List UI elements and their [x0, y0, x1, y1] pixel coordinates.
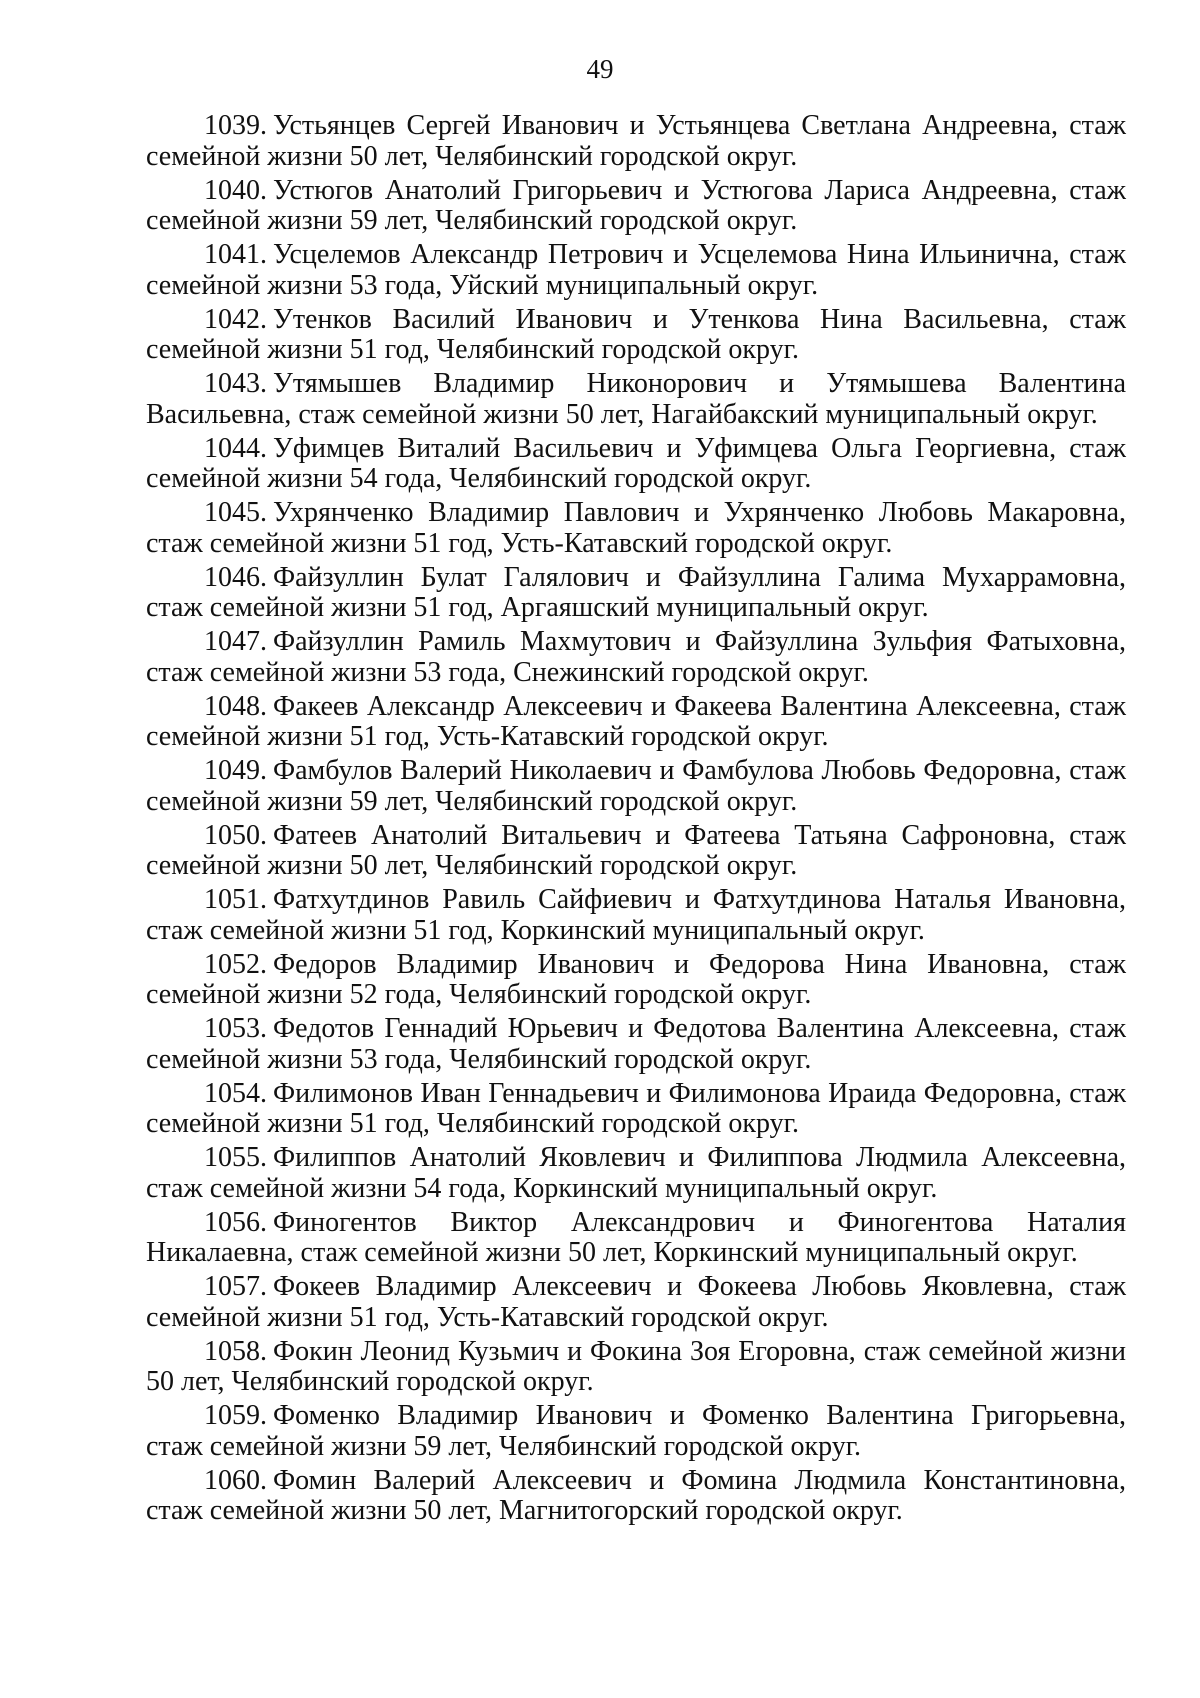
entry-number: 1050.	[204, 819, 267, 851]
entry-number: 1046.	[204, 561, 267, 593]
list-item	[146, 1014, 1126, 1075]
entry-text: Финогентов Виктор Александрович и Финогентова Наталия Никалаевна, стаж семейной жизни 50 лет, Коркинский муниципальный округ.	[146, 1206, 1126, 1268]
entry-text: Устьянцев Сергей Иванович и Устьянцева Светлана Андреевна, стаж семейной жизни 50 лет, Челябинский городской округ.	[146, 110, 1126, 172]
entry-text: Федотов Геннадий Юрьевич и Федотова Валентина Алексеевна, стаж семейной жизни 53 года, Челябинский городской округ.	[146, 1013, 1126, 1075]
list-item	[146, 434, 1126, 495]
entry-text: Фамбулов Валерий Николаевич и Фамбулова Любовь Федоровна, стаж семейной жизни 59 лет, Челябинский городской округ.	[146, 755, 1126, 817]
list-item	[146, 111, 1126, 172]
entry-text: Филимонов Иван Геннадьевич и Филимонова Ираида Федоровна, стаж семейной жизни 51 год, Челябинский городской округ.	[146, 1077, 1126, 1139]
list-item	[146, 498, 1126, 559]
entry-number: 1060.	[204, 1464, 267, 1496]
list-item	[146, 1143, 1126, 1204]
entry-number: 1041.	[204, 239, 267, 270]
entry-number: 1056.	[204, 1206, 267, 1238]
entry-number: 1055.	[204, 1142, 267, 1173]
list-item	[146, 369, 1126, 430]
list-item	[146, 1272, 1126, 1333]
list-item	[146, 240, 1126, 301]
page-number: 49	[586, 54, 614, 84]
entry-text: Филиппов Анатолий Яковлевич и Филиппова Людмила Алексеевна, стаж семейной жизни 54 года, Коркинский муниципальный округ.	[146, 1142, 1126, 1204]
entry-text: Утенков Василий Иванович и Утенкова Нина Васильевна, стаж семейной жизни 51 год, Челябинский городской округ.	[146, 303, 1126, 365]
entry-text: Фатеев Анатолий Витальевич и Фатеева Татьяна Сафроновна, стаж семейной жизни 50 лет, Челябинский городской округ.	[146, 819, 1126, 881]
list-item	[146, 1401, 1126, 1462]
entry-number: 1039.	[204, 110, 267, 141]
entry-number: 1040.	[204, 174, 267, 206]
entry-number: 1047.	[204, 626, 267, 657]
entry-text: Утямышев Владимир Никонорович и Утямышева Валентина Васильевна, стаж семейной жизни 50 лет, Нагайбакский муниципальный округ.	[146, 368, 1126, 430]
entry-text: Устюгов Анатолий Григорьевич и Устюгова Лариса Андреевна, стаж семейной жизни 59 лет, Челябинский городской округ.	[146, 174, 1126, 236]
entry-text: Фокин Леонид Кузьмич и Фокина Зоя Егоровна, стаж семейной жизни 50 лет, Челябинский городской округ.	[146, 1335, 1126, 1397]
entry-text: Федоров Владимир Иванович и Федорова Нина Ивановна, стаж семейной жизни 52 года, Челябинский городской округ.	[146, 948, 1126, 1010]
entry-text: Уфимцев Виталий Васильевич и Уфимцева Ольга Георгиевна, стаж семейной жизни 54 года, Челябинский городской округ.	[146, 432, 1126, 494]
list-item	[146, 627, 1126, 688]
list-item	[146, 950, 1126, 1011]
entry-text: Фоменко Владимир Иванович и Фоменко Валентина Григорьевна, стаж семейной жизни 59 лет, Челябинский городской округ.	[146, 1400, 1126, 1462]
entry-number: 1048.	[204, 690, 267, 722]
entry-number: 1057.	[204, 1271, 267, 1302]
entry-number: 1058.	[204, 1335, 267, 1367]
list-item	[146, 1466, 1126, 1527]
list-item	[146, 821, 1126, 882]
entry-list	[146, 111, 1126, 1530]
entry-number: 1052.	[204, 948, 267, 980]
list-item	[146, 563, 1126, 624]
list-item	[146, 176, 1126, 237]
list-item	[146, 305, 1126, 366]
entry-number: 1042.	[204, 303, 267, 335]
entry-number: 1059.	[204, 1400, 267, 1431]
list-item	[146, 1079, 1126, 1140]
entry-text: Фатхутдинов Равиль Сайфиевич и Фатхутдинова Наталья Ивановна, стаж семейной жизни 51 год, Коркинский муниципальный округ.	[146, 884, 1126, 946]
entry-text: Фокеев Владимир Алексеевич и Фокеева Любовь Яковлевна, стаж семейной жизни 51 год, Усть-Катавский городской округ.	[146, 1271, 1126, 1333]
list-item	[146, 1337, 1126, 1398]
entry-number: 1049.	[204, 755, 267, 786]
entry-number: 1054.	[204, 1077, 267, 1109]
entry-text: Усцелемов Александр Петрович и Усцелемова Нина Ильинична, стаж семейной жизни 53 года, Уйский муниципальный округ.	[146, 239, 1126, 301]
entry-number: 1044.	[204, 432, 267, 464]
list-item	[146, 692, 1126, 753]
list-item	[146, 885, 1126, 946]
entry-text: Фомин Валерий Алексеевич и Фомина Людмила Константиновна, стаж семейной жизни 50 лет, Магнитогорский городской округ.	[146, 1464, 1126, 1526]
entry-number: 1051.	[204, 884, 267, 915]
entry-text: Файзуллин Рамиль Махмутович и Файзуллина Зульфия Фатыховна, стаж семейной жизни 53 года, Снежинский городской округ.	[146, 626, 1126, 688]
entry-text: Файзуллин Булат Галялович и Файзуллина Галима Мухаррамовна, стаж семейной жизни 51 год, Аргаяшский муниципальный округ.	[146, 561, 1126, 623]
list-item	[146, 1208, 1126, 1269]
entry-number: 1053.	[204, 1013, 267, 1044]
list-item	[146, 756, 1126, 817]
entry-text: Факеев Александр Алексеевич и Факеева Валентина Алексеевна, стаж семейной жизни 51 год, Усть-Катавский городской округ.	[146, 690, 1126, 752]
entry-number: 1045.	[204, 497, 267, 528]
entry-number: 1043.	[204, 368, 267, 399]
entry-text: Ухрянченко Владимир Павлович и Ухрянченко Любовь Макаровна, стаж семейной жизни 51 год, Усть-Катавский городской округ.	[146, 497, 1126, 559]
